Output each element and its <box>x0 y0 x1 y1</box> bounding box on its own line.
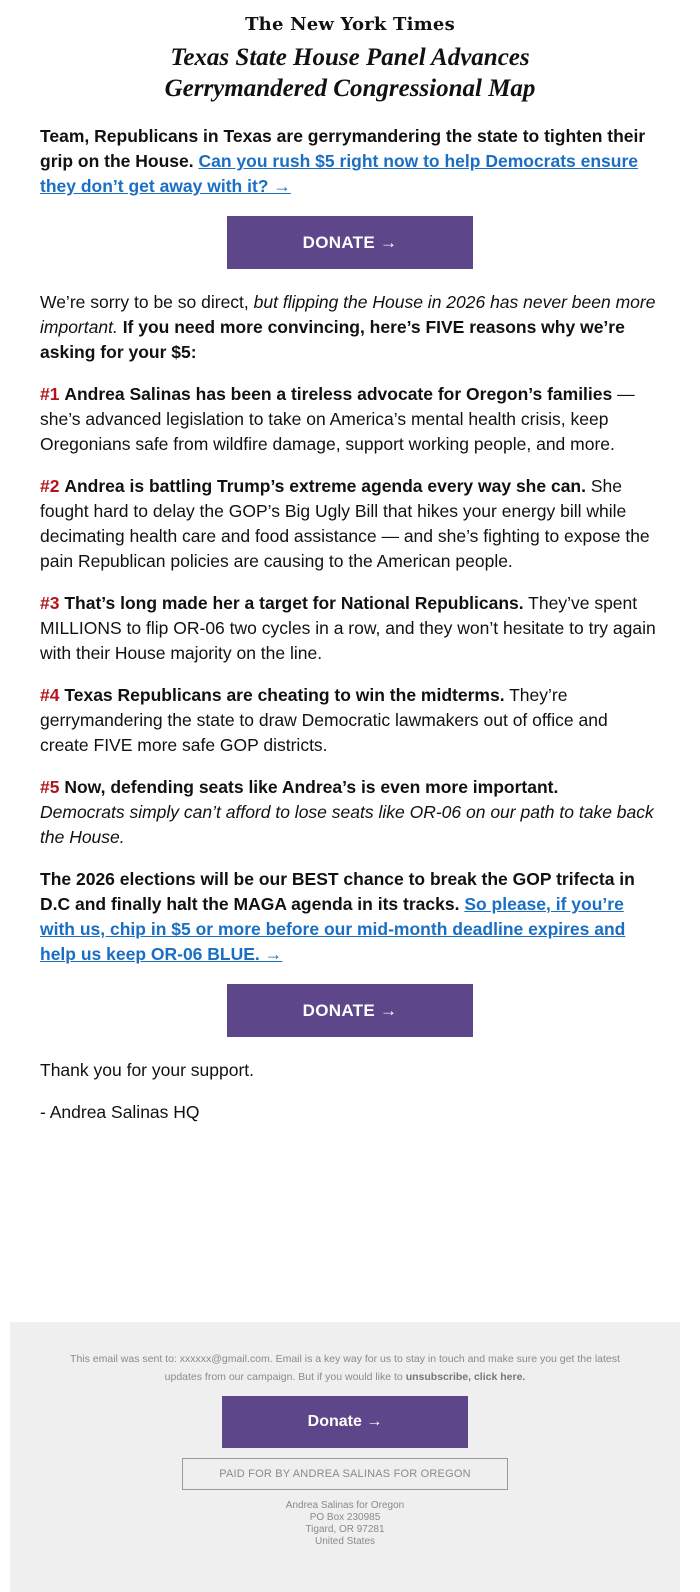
reason-number: #4 <box>40 685 60 705</box>
signoff-text: - Andrea Salinas HQ <box>40 1102 200 1122</box>
email-footer <box>10 1322 680 1592</box>
paid-for-disclaimer: PAID FOR BY ANDREA SALINAS FOR OREGON <box>182 1458 508 1490</box>
reason-3 <box>40 591 660 666</box>
closing-paragraph <box>40 867 660 967</box>
footer-sent-notice <box>60 1350 630 1386</box>
headline-line-1: Texas State House Panel Advances <box>170 44 530 71</box>
article-headline <box>0 42 700 104</box>
reasons-intro-paragraph <box>40 290 660 365</box>
reason-number: #2 <box>40 476 60 496</box>
reason-text: They’ve spent MILLIONS to flip OR-06 two cycles in a row, and they won’t hesitate to try again with their House majority on the line. <box>40 593 656 663</box>
footer-sent-text: This email was sent to: xxxxxx@gmail.com. Email is a key way for us to stay in touch and make sure you get the latest updates from our campaign. But if you would like to <box>70 1353 620 1383</box>
unsubscribe-link[interactable]: unsubscribe, click here. <box>405 1371 526 1383</box>
donate-button-wrap-2 <box>40 984 660 1037</box>
closing-bold-text: The 2026 elections will be our BEST chance to break the GOP trifecta in D.C and finally halt the MAGA agenda in its tracks. <box>40 869 635 914</box>
donate-button-bottom[interactable]: DONATE → <box>227 984 473 1037</box>
headline-line-2: Gerrymandered Congressional Map <box>164 75 536 102</box>
nyt-masthead: The New York Times <box>245 14 455 35</box>
reasons-intro-bold: If you need more convincing, here’s FIVE reasons why we’re asking for your $5: <box>40 317 625 362</box>
mailing-address <box>10 1500 680 1548</box>
reason-headline: Texas Republicans are cheating to win the midterms. <box>64 685 505 705</box>
reason-1 <box>40 382 660 457</box>
reasons-intro-plain: We’re sorry to be so direct, <box>40 292 249 312</box>
address-line: Andrea Salinas for Oregon <box>285 1500 405 1511</box>
reason-headline: Andrea is battling Trump’s extreme agenda every way she can. <box>64 476 586 496</box>
donate-button-top[interactable]: DONATE → <box>227 216 473 269</box>
thanks-text: Thank you for your support. <box>40 1060 254 1080</box>
email-body <box>40 124 660 1142</box>
reason-number: #1 <box>40 384 60 404</box>
reason-number: #3 <box>40 593 60 613</box>
closing-donate-link[interactable]: So please, if you’re with us, chip in $5 or more before our mid-month deadline expires and help us keep OR-06 BLUE. → <box>40 894 626 964</box>
reason-text: She fought hard to delay the GOP’s Big Ugly Bill that hikes your energy bill while decimating health care and food assistance — and she’s fighting to expose the pain Republican policies are causing to the American people. <box>40 476 650 571</box>
reason-headline: Andrea Salinas has been a tireless advocate for Oregon’s families <box>64 384 613 404</box>
address-line: United States <box>314 1536 376 1547</box>
reason-text-italic: Democrats simply can’t afford to lose seats like OR-06 on our path to take back the House. <box>40 802 654 847</box>
intro-paragraph <box>40 124 660 199</box>
reason-2 <box>40 474 660 574</box>
reason-text: They’re gerrymandering the state to draw Democratic lawmakers out of office and create FIVE more safe GOP districts. <box>40 685 608 755</box>
reason-5 <box>40 775 660 850</box>
reasons-intro-italic: but flipping the House in 2026 has never been more important. <box>40 292 656 337</box>
address-line: PO Box 230985 <box>309 1512 381 1523</box>
intro-bold-text: Team, Republicans in Texas are gerrymandering the state to tighten their grip on the House. <box>40 126 646 171</box>
footer-donate-button[interactable]: Donate → <box>222 1396 468 1448</box>
intro-donate-link[interactable]: Can you rush $5 right now to help Democrats ensure they don’t get away with it? → <box>40 151 639 196</box>
reason-headline: Now, defending seats like Andrea’s is even more important. <box>64 777 559 797</box>
reason-headline: That’s long made her a target for National Republicans. <box>64 593 524 613</box>
reason-4 <box>40 683 660 758</box>
address-line: Tigard, OR 97281 <box>305 1524 385 1535</box>
donate-button-wrap-1 <box>40 216 660 269</box>
reason-text: — she’s advanced legislation to take on America’s mental health crisis, keep Oregonians safe from wildfire damage, support working people, and more. <box>40 384 635 454</box>
reason-number: #5 <box>40 777 60 797</box>
